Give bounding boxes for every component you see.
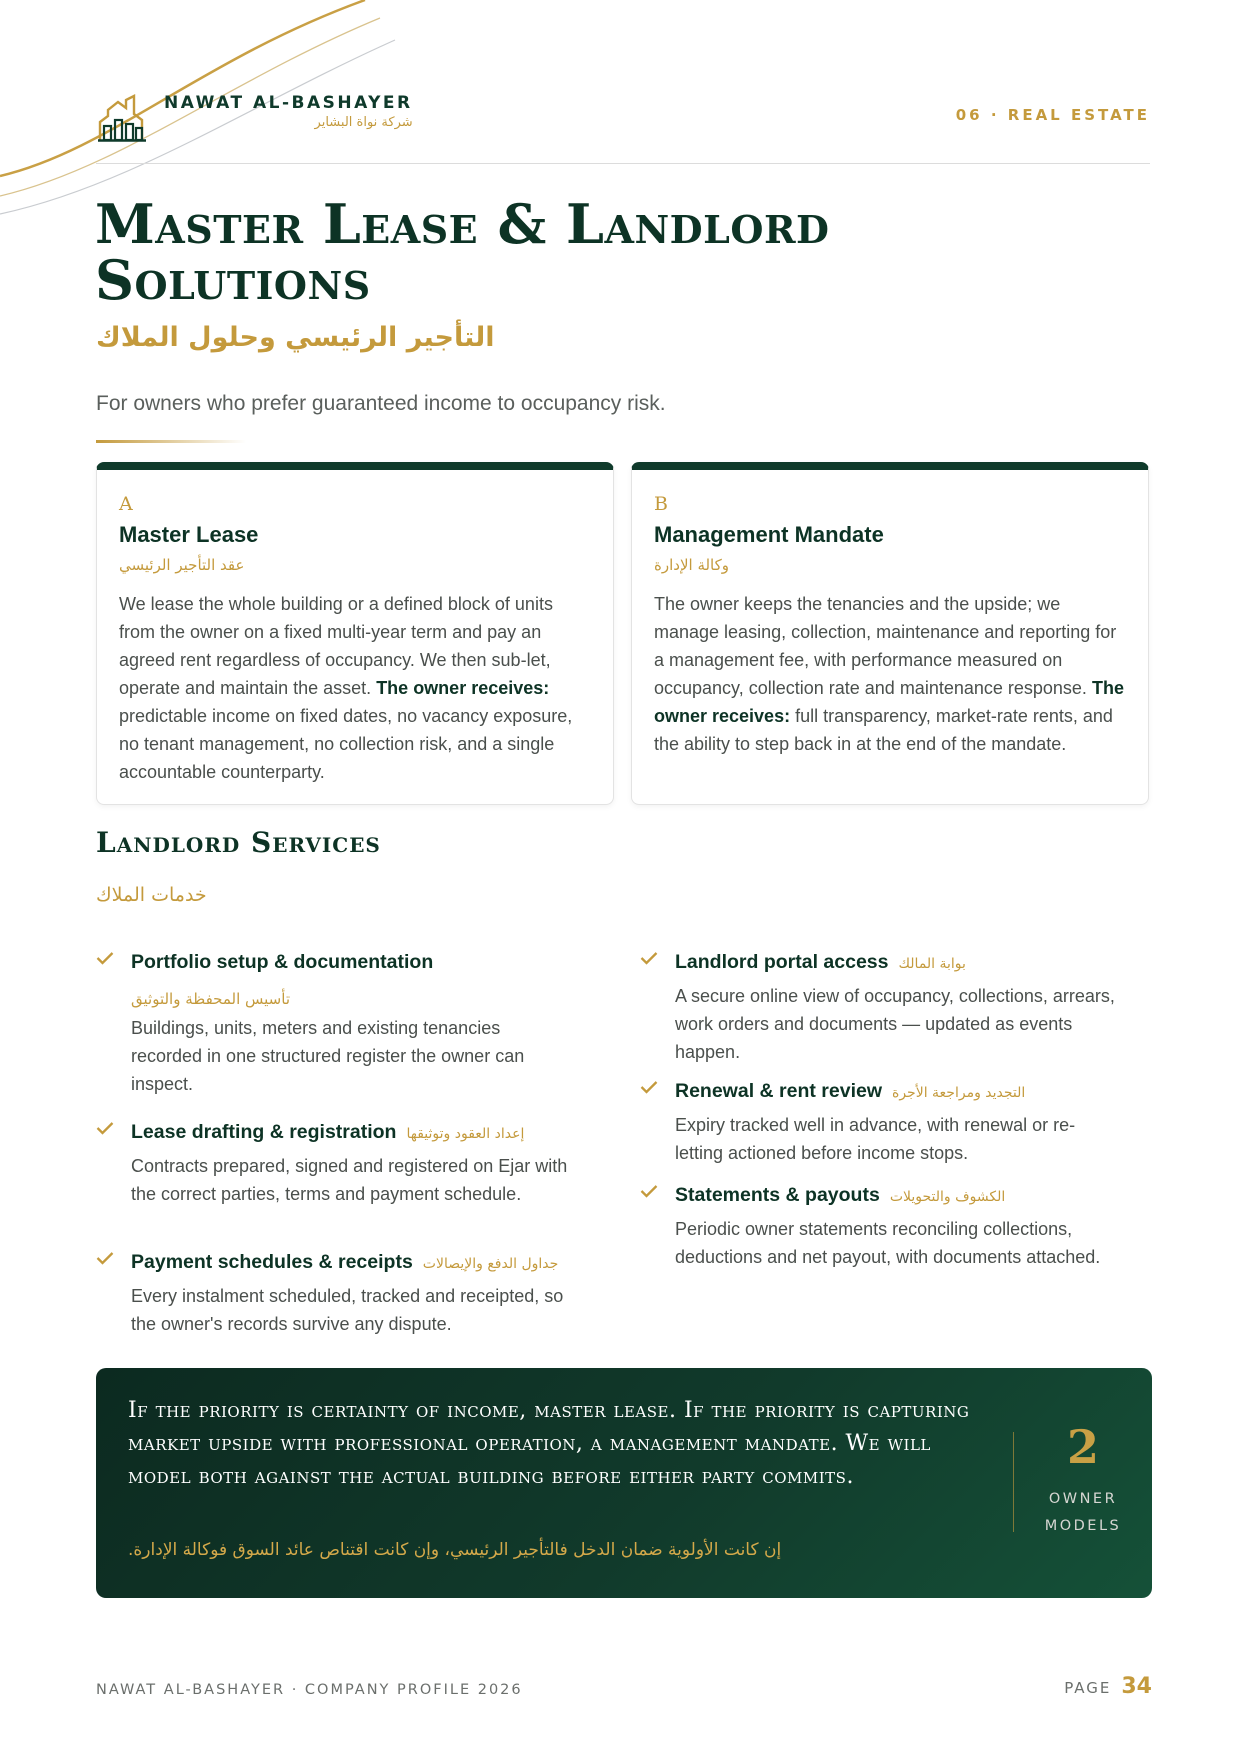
service-item bbox=[96, 1118, 576, 1208]
service-description: Contracts prepared, signed and registered on Ejar with the correct parties, terms and payment schedule. bbox=[131, 1156, 568, 1204]
building-logo-icon bbox=[96, 94, 148, 142]
service-description: Buildings, units, meters and existing tenancies recorded in one structured register the owner can inspect. bbox=[131, 1018, 525, 1094]
page-number: 34 bbox=[1121, 1674, 1152, 1699]
brand-logo-block bbox=[96, 92, 413, 142]
page-title-arabic: التأجير الرئيسي وحلول الملاك bbox=[96, 322, 495, 353]
service-item bbox=[96, 1248, 576, 1338]
page-title bbox=[95, 192, 1095, 312]
card-title: Management Mandate bbox=[654, 522, 884, 547]
gold-accent-rule bbox=[96, 440, 246, 443]
service-arabic: بوابة المالك bbox=[898, 956, 966, 972]
service-item bbox=[640, 1077, 1120, 1167]
check-icon bbox=[640, 951, 658, 965]
card-arabic-title: عقد التأجير الرئيسي bbox=[119, 556, 245, 574]
card-body-text: We lease the whole building or a defined block of units from the owner on a fixed multi-year term and pay an agreed rent regardless of occupancy. We then sub-let, operate and maintain the asset. bbox=[119, 594, 553, 698]
check-icon bbox=[96, 951, 114, 965]
card-body-tail: full transparency, market-rate rents, and the ability to step back in at the end of the mandate. bbox=[654, 706, 1113, 754]
service-arabic: التجديد ومراجعة الأجرة bbox=[892, 1085, 1026, 1101]
service-description: Every instalment scheduled, tracked and receipted, so the owner's records survive any dispute. bbox=[131, 1286, 564, 1334]
stat-label bbox=[1014, 1486, 1152, 1540]
service-description: A secure online view of occupancy, collections, arrears, work orders and documents — updated as events happen. bbox=[675, 986, 1115, 1062]
card-body-emphasis: The owner receives: bbox=[654, 678, 1124, 726]
card-title: Master Lease bbox=[119, 522, 259, 547]
card-management-mandate bbox=[631, 462, 1149, 805]
card-letter: B bbox=[654, 493, 668, 515]
services-heading: Landlord Services bbox=[96, 826, 381, 859]
page-subtitle: For owners who prefer guaranteed income to occupancy risk. bbox=[96, 392, 666, 415]
section-tag: 06 · REAL ESTATE bbox=[955, 106, 1150, 124]
stat-label-line-1: OWNER bbox=[1048, 1491, 1118, 1507]
service-title: Statements & payouts bbox=[675, 1184, 880, 1206]
footer-page bbox=[1064, 1674, 1152, 1699]
card-letter: A bbox=[119, 493, 133, 515]
stat-number: 2 bbox=[1066, 1420, 1099, 1474]
service-item bbox=[640, 948, 1120, 1066]
banner-quote: If the priority is certainty of income, master lease. If the priority is capturing market upside with professional operation, a management mandate. We will model both against the actual building before either party commits. bbox=[128, 1398, 970, 1489]
brand-name: NAWAT AL-BASHAYER bbox=[164, 93, 413, 113]
header-divider bbox=[96, 163, 1150, 164]
page-title-line-1: Master Lease & Landlord bbox=[95, 192, 830, 256]
service-item bbox=[96, 948, 576, 1098]
stat-label-line-2: MODELS bbox=[1044, 1518, 1122, 1534]
banner-quote-arabic: إن كانت الأولوية ضمان الدخل فالتأجير الرئيسي، وإن كانت اقتناص عائد السوق فوكالة الإدارة. bbox=[128, 1540, 782, 1560]
card-body-text: The owner keeps the tenancies and the upside; we manage leasing, collection, maintenance and reporting for a management fee, with performance measured on occupancy, collection rate and maintenance response. bbox=[654, 594, 1117, 698]
service-arabic: الكشوف والتحويلات bbox=[889, 1189, 1006, 1205]
service-title: Payment schedules & receipts bbox=[131, 1251, 413, 1273]
check-icon bbox=[640, 1080, 658, 1094]
service-arabic: جداول الدفع والإيصالات bbox=[422, 1256, 559, 1272]
services-heading-arabic: خدمات الملاك bbox=[96, 884, 207, 906]
check-icon bbox=[640, 1184, 658, 1198]
check-icon bbox=[96, 1121, 114, 1135]
card-body-tail: predictable income on fixed dates, no vacancy exposure, no tenant management, no collection risk, and a single accountable counterparty. bbox=[119, 706, 573, 782]
footer-company: NAWAT AL-BASHAYER · COMPANY PROFILE 2026 bbox=[96, 1682, 523, 1698]
card-body-emphasis: The owner receives: bbox=[376, 678, 550, 698]
page-title-line-2: Solutions bbox=[95, 248, 371, 312]
service-title: Renewal & rent review bbox=[675, 1080, 882, 1102]
service-title: Portfolio setup & documentation bbox=[131, 951, 434, 973]
card-body bbox=[119, 590, 591, 786]
service-title: Lease drafting & registration bbox=[131, 1121, 397, 1143]
service-title: Landlord portal access bbox=[675, 951, 889, 973]
service-item bbox=[640, 1181, 1120, 1271]
brand-arabic-name: شركة نواة البشاير bbox=[314, 115, 413, 130]
check-icon bbox=[96, 1251, 114, 1265]
summary-banner bbox=[96, 1368, 1152, 1598]
service-arabic: تأسيس المحفظة والتوثيق bbox=[131, 990, 290, 1008]
card-arabic-title: وكالة الإدارة bbox=[654, 556, 730, 574]
page-label: PAGE bbox=[1064, 1679, 1112, 1697]
service-description: Expiry tracked well in advance, with renewal or re-letting actioned before income stops. bbox=[675, 1115, 1076, 1163]
service-arabic: إعداد العقود وتوثيقها bbox=[406, 1126, 525, 1142]
card-master-lease bbox=[96, 462, 614, 805]
service-description: Periodic owner statements reconciling collections, deductions and net payout, with documents attached. bbox=[675, 1219, 1101, 1267]
card-body bbox=[654, 590, 1126, 758]
